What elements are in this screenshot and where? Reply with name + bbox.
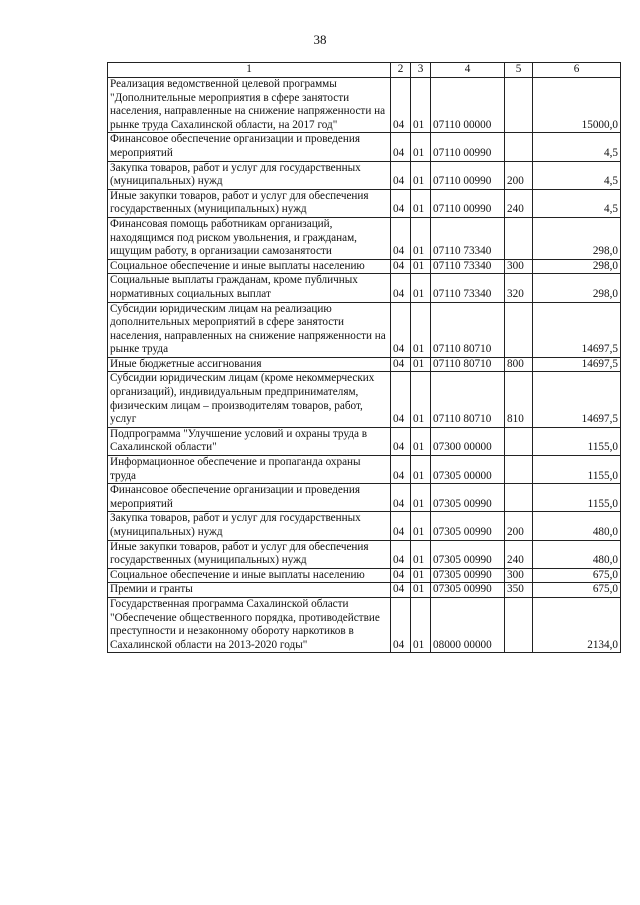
table-header-row — [108, 63, 621, 78]
row-amount: 2134,0 — [533, 597, 621, 652]
row-amount: 298,0 — [533, 259, 621, 274]
row-subsection: 01 — [411, 540, 431, 568]
row-name: Закупка товаров, работ и услуг для государственных (муниципальных) нужд — [108, 512, 391, 540]
row-target-article: 07300 00000 — [431, 427, 505, 455]
row-target-article: 07110 00990 — [431, 133, 505, 161]
page-number: 38 — [313, 32, 327, 47]
row-section: 04 — [391, 217, 411, 259]
table-row — [108, 512, 621, 540]
row-section: 04 — [391, 372, 411, 427]
row-subsection: 01 — [411, 78, 431, 133]
row-section: 04 — [391, 302, 411, 357]
row-section: 04 — [391, 540, 411, 568]
table-row — [108, 259, 621, 274]
row-name: Государственная программа Сахалинской области "Обеспечение общественного порядка, противодействие преступности и незаконному обороту наркотиков в Сахалинской области на 2013-2020 годы" — [108, 597, 391, 652]
row-section: 04 — [391, 568, 411, 583]
row-name: Реализация ведомственной целевой программы "Дополнительные мероприятия в сфере занятости населения, направленные на снижение напряженности на рынке труда Сахалинской области, на 2017 год" — [108, 78, 391, 133]
row-subsection: 01 — [411, 133, 431, 161]
row-target-article: 07305 00000 — [431, 456, 505, 484]
header-col-6: 6 — [533, 63, 621, 78]
row-name: Финансовая помощь работникам организаций, находящимся под риском увольнения, и гражданам, ищущим работу, в организации самозанятости — [108, 217, 391, 259]
row-expense-type: 300 — [505, 568, 533, 583]
row-name: Субсидии юридическим лицам на реализацию дополнительных мероприятий в сфере занятости населения, направленных на снижение напряженности на рынке труда — [108, 302, 391, 357]
row-section: 04 — [391, 133, 411, 161]
row-expense-type — [505, 484, 533, 512]
table-row — [108, 302, 621, 357]
row-expense-type: 240 — [505, 189, 533, 217]
row-target-article: 07110 73340 — [431, 274, 505, 302]
table-row — [108, 597, 621, 652]
table-row — [108, 372, 621, 427]
row-name: Иные бюджетные ассигнования — [108, 357, 391, 372]
row-target-article: 07110 73340 — [431, 259, 505, 274]
table-row — [108, 217, 621, 259]
row-name: Социальные выплаты гражданам, кроме публичных нормативных социальных выплат — [108, 274, 391, 302]
row-target-article: 07110 00990 — [431, 189, 505, 217]
row-amount: 480,0 — [533, 512, 621, 540]
row-subsection: 01 — [411, 484, 431, 512]
row-subsection: 01 — [411, 161, 431, 189]
row-section: 04 — [391, 357, 411, 372]
row-amount: 298,0 — [533, 217, 621, 259]
row-subsection: 01 — [411, 427, 431, 455]
row-amount: 15000,0 — [533, 78, 621, 133]
row-target-article: 07110 00000 — [431, 78, 505, 133]
row-expense-type — [505, 302, 533, 357]
row-target-article: 07305 00990 — [431, 512, 505, 540]
table-row — [108, 484, 621, 512]
row-name: Премии и гранты — [108, 583, 391, 598]
row-expense-type: 800 — [505, 357, 533, 372]
row-expense-type: 200 — [505, 161, 533, 189]
header-col-2: 2 — [391, 63, 411, 78]
table-row — [108, 189, 621, 217]
row-amount: 4,5 — [533, 161, 621, 189]
table-row — [108, 540, 621, 568]
row-name: Информационное обеспечение и пропаганда охраны труда — [108, 456, 391, 484]
row-target-article: 07305 00990 — [431, 583, 505, 598]
row-expense-type — [505, 78, 533, 133]
row-amount: 14697,5 — [533, 357, 621, 372]
row-amount: 4,5 — [533, 189, 621, 217]
row-name: Закупка товаров, работ и услуг для государственных (муниципальных) нужд — [108, 161, 391, 189]
header-col-5: 5 — [505, 63, 533, 78]
row-target-article: 07110 00990 — [431, 161, 505, 189]
row-target-article: 07305 00990 — [431, 568, 505, 583]
row-section: 04 — [391, 583, 411, 598]
row-section: 04 — [391, 597, 411, 652]
row-name: Социальное обеспечение и иные выплаты населению — [108, 259, 391, 274]
row-section: 04 — [391, 274, 411, 302]
row-expense-type — [505, 217, 533, 259]
row-expense-type: 320 — [505, 274, 533, 302]
row-expense-type: 200 — [505, 512, 533, 540]
row-subsection: 01 — [411, 597, 431, 652]
row-subsection: 01 — [411, 302, 431, 357]
row-target-article: 07305 00990 — [431, 540, 505, 568]
row-expense-type — [505, 456, 533, 484]
row-amount: 298,0 — [533, 274, 621, 302]
row-expense-type: 300 — [505, 259, 533, 274]
row-amount: 1155,0 — [533, 427, 621, 455]
row-name: Социальное обеспечение и иные выплаты населению — [108, 568, 391, 583]
row-target-article: 07305 00990 — [431, 484, 505, 512]
row-name: Подпрограмма "Улучшение условий и охраны труда в Сахалинской области" — [108, 427, 391, 455]
row-target-article: 08000 00000 — [431, 597, 505, 652]
row-subsection: 01 — [411, 456, 431, 484]
row-name: Субсидии юридическим лицам (кроме некоммерческих организаций), индивидуальным предпринимателям, физическим лицам – производителям товаров, работ, услуг — [108, 372, 391, 427]
row-subsection: 01 — [411, 189, 431, 217]
row-expense-type: 350 — [505, 583, 533, 598]
row-target-article: 07110 80710 — [431, 302, 505, 357]
row-amount: 675,0 — [533, 583, 621, 598]
row-subsection: 01 — [411, 217, 431, 259]
table-row — [108, 568, 621, 583]
row-amount: 1155,0 — [533, 456, 621, 484]
row-section: 04 — [391, 259, 411, 274]
row-name: Иные закупки товаров, работ и услуг для обеспечения государственных (муниципальных) нужд — [108, 540, 391, 568]
row-subsection: 01 — [411, 259, 431, 274]
row-subsection: 01 — [411, 512, 431, 540]
row-subsection: 01 — [411, 583, 431, 598]
row-target-article: 07110 80710 — [431, 357, 505, 372]
row-amount: 480,0 — [533, 540, 621, 568]
table-row — [108, 427, 621, 455]
row-amount: 14697,5 — [533, 372, 621, 427]
row-amount: 675,0 — [533, 568, 621, 583]
table-row — [108, 456, 621, 484]
row-expense-type — [505, 597, 533, 652]
table-row — [108, 161, 621, 189]
table-row — [108, 274, 621, 302]
row-subsection: 01 — [411, 568, 431, 583]
row-amount: 14697,5 — [533, 302, 621, 357]
row-section: 04 — [391, 427, 411, 455]
row-name: Финансовое обеспечение организации и проведения мероприятий — [108, 133, 391, 161]
row-section: 04 — [391, 78, 411, 133]
row-expense-type — [505, 133, 533, 161]
row-amount: 1155,0 — [533, 484, 621, 512]
row-expense-type: 810 — [505, 372, 533, 427]
table-row — [108, 133, 621, 161]
row-name: Иные закупки товаров, работ и услуг для обеспечения государственных (муниципальных) нужд — [108, 189, 391, 217]
table-row — [108, 357, 621, 372]
row-section: 04 — [391, 189, 411, 217]
row-subsection: 01 — [411, 274, 431, 302]
row-subsection: 01 — [411, 372, 431, 427]
row-target-article: 07110 80710 — [431, 372, 505, 427]
row-section: 04 — [391, 456, 411, 484]
row-section: 04 — [391, 484, 411, 512]
header-col-3: 3 — [411, 63, 431, 78]
table-row — [108, 78, 621, 133]
budget-table — [107, 62, 621, 653]
header-col-1: 1 — [108, 63, 391, 78]
row-expense-type: 240 — [505, 540, 533, 568]
row-subsection: 01 — [411, 357, 431, 372]
header-col-4: 4 — [431, 63, 505, 78]
row-section: 04 — [391, 512, 411, 540]
row-target-article: 07110 73340 — [431, 217, 505, 259]
table-body — [108, 78, 621, 653]
row-expense-type — [505, 427, 533, 455]
row-section: 04 — [391, 161, 411, 189]
table-row — [108, 583, 621, 598]
row-name: Финансовое обеспечение организации и проведения мероприятий — [108, 484, 391, 512]
row-amount: 4,5 — [533, 133, 621, 161]
